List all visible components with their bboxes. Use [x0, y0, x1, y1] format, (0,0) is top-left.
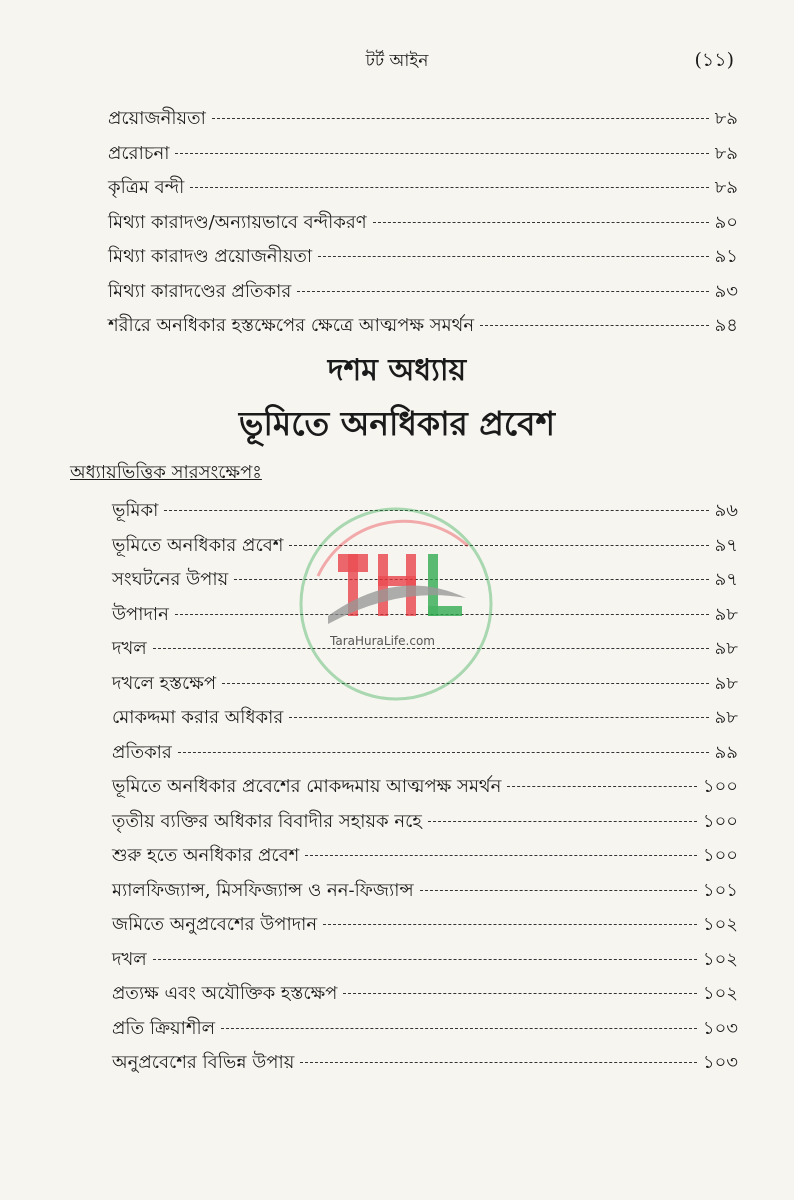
- toc-entry: [112, 945, 738, 973]
- toc-entry-page: ১০১: [702, 879, 738, 901]
- toc-entry: [112, 876, 738, 904]
- book-title: টর্ট আইন: [365, 51, 429, 71]
- toc-entry-label: মিথ্যা কারাদণ্ড প্রয়োজনীয়তা: [108, 246, 313, 267]
- toc-entry-page: ৯৮: [714, 707, 738, 728]
- toc-entry-page: ৯৭: [714, 569, 738, 590]
- watermark-text: TaraHuraLife.com: [330, 634, 435, 648]
- dot-leader: [305, 855, 697, 856]
- toc-entry: [112, 703, 738, 731]
- dot-leader: [480, 325, 709, 326]
- toc-entry-label: জমিতে অনুপ্রবেশের উপাদান: [112, 914, 318, 935]
- toc-entry-label: দখলে হস্তক্ষেপ: [112, 672, 217, 694]
- toc-entry-page: ৮৯: [714, 142, 738, 164]
- toc-entry: [108, 311, 738, 339]
- toc-entry-label: মিথ্যা কারাদণ্ডের প্রতিকার: [108, 280, 292, 302]
- toc-entry-label: ভূমিতে অনধিকার প্রবেশের মোকদ্দমায় আত্মপক্ষ সমর্থন: [112, 776, 502, 797]
- toc-entry-label: দখল: [112, 948, 147, 970]
- toc-entry-label: ভূমিতে অনধিকার প্রবেশ: [112, 534, 284, 556]
- toc-entry-page: ৮৯: [714, 177, 738, 198]
- toc-entry-page: ৯১: [714, 246, 738, 267]
- toc-entry: [108, 173, 738, 201]
- toc-entry: [112, 1014, 738, 1042]
- toc-entry-page: ৮৯: [714, 108, 738, 129]
- toc-entry-label: প্রতি ক্রিয়াশীল: [112, 1017, 216, 1039]
- toc-entry-page: ১০০: [702, 845, 738, 866]
- toc-entry: [108, 242, 738, 270]
- toc-entry-page: ১০২: [702, 948, 738, 970]
- dot-leader: [153, 959, 697, 960]
- chapter-number: দশম অধ্যায়: [327, 353, 467, 388]
- toc-entry: [112, 910, 738, 938]
- dot-leader: [289, 717, 708, 718]
- toc-entry-label: ম্যালফিজ্যান্স, মিসফিজ্যান্স ও নন-ফিজ্যান্স: [112, 879, 414, 901]
- dot-leader: [178, 752, 709, 753]
- toc-entry-page: ৯৯: [714, 741, 738, 763]
- toc-entry-label: ভূমিকা: [112, 500, 159, 521]
- toc-entry-label: কৃত্রিম বন্দী: [108, 177, 185, 198]
- toc-entry-page: ৯০: [714, 211, 738, 233]
- running-head: [0, 44, 794, 74]
- watermark-logo: [298, 506, 494, 702]
- dot-leader: [323, 924, 697, 925]
- toc-entry-page: ১০৩: [702, 1017, 738, 1039]
- toc-entry-label: শরীরে অনধিকার হস্তক্ষেপের ক্ষেত্রে আত্মপক্ষ সমর্থন: [108, 315, 475, 336]
- dot-leader: [420, 890, 697, 891]
- toc-entry: [108, 139, 738, 167]
- toc-entry-page: ১০২: [702, 983, 738, 1004]
- dot-leader: [190, 187, 708, 188]
- toc-entry-page: ৯৭: [714, 534, 738, 556]
- toc-entry-label: মিথ্যা কারাদণ্ড/অন্যায়ভাবে বন্দীকরণ: [108, 211, 367, 233]
- dot-leader: [175, 153, 708, 154]
- dot-leader: [507, 786, 697, 787]
- toc-entry-page: ১০০: [702, 776, 738, 797]
- toc-entry-label: অনুপ্রবেশের বিভিন্ন উপায়: [112, 1052, 295, 1073]
- dot-leader: [300, 1062, 697, 1063]
- toc-entry-page: ৯৮: [714, 603, 738, 625]
- toc-entry-page: ৯৩: [714, 280, 738, 302]
- dot-leader: [428, 821, 697, 822]
- toc-entry-page: ৯৬: [714, 500, 738, 521]
- toc-entry: [112, 738, 738, 766]
- toc-entry-label: শুরু হতে অনধিকার প্রবেশ: [112, 845, 300, 866]
- toc-entry-label: সংঘটনের উপায়: [112, 569, 229, 590]
- summary-heading: অধ্যায়ভিত্তিক সারসংক্ষেপঃ: [70, 462, 262, 483]
- toc-entry: [112, 841, 738, 869]
- toc-entry-label: মোকদ্দমা করার অধিকার: [112, 707, 284, 728]
- toc-entry-page: ১০০: [702, 810, 738, 832]
- toc-entry: [112, 1048, 738, 1076]
- toc-entry: [112, 772, 738, 800]
- toc-entry-page: ৯৮: [714, 638, 738, 659]
- dot-leader: [373, 222, 709, 223]
- dot-leader: [318, 256, 708, 257]
- toc-entry-label: তৃতীয় ব্যক্তির অধিকার বিবাদীর সহায়ক নহে: [112, 810, 422, 832]
- toc-entry: [112, 807, 738, 835]
- dot-leader: [297, 291, 708, 292]
- toc-entry: [108, 104, 738, 132]
- toc-entry-page: ১০৩: [702, 1052, 738, 1073]
- toc-entry-label: প্রত্যক্ষ এবং অযৌক্তিক হস্তক্ষেপ: [112, 983, 338, 1004]
- page-number: (১১): [694, 49, 734, 71]
- dot-leader: [221, 1028, 697, 1029]
- toc-entry-label: উপাদান: [112, 603, 169, 625]
- toc-entry-label: প্রয়োজনীয়তা: [108, 108, 206, 129]
- dot-leader: [343, 993, 697, 994]
- chapter-title: ভূমিতে অনধিকার প্রবেশ: [238, 404, 556, 443]
- toc-entry: [108, 277, 738, 305]
- toc-entry-page: ৯৮: [714, 672, 738, 694]
- toc-entry-page: ৯৪: [714, 315, 738, 336]
- toc-entry: [112, 979, 738, 1007]
- toc-entry-label: প্ররোচনা: [108, 142, 170, 164]
- dot-leader: [212, 118, 709, 119]
- toc-entry: [108, 208, 738, 236]
- toc-entry-page: ১০২: [702, 914, 738, 935]
- toc-entry-label: প্রতিকার: [112, 741, 172, 763]
- toc-entry-label: দখল: [112, 638, 147, 659]
